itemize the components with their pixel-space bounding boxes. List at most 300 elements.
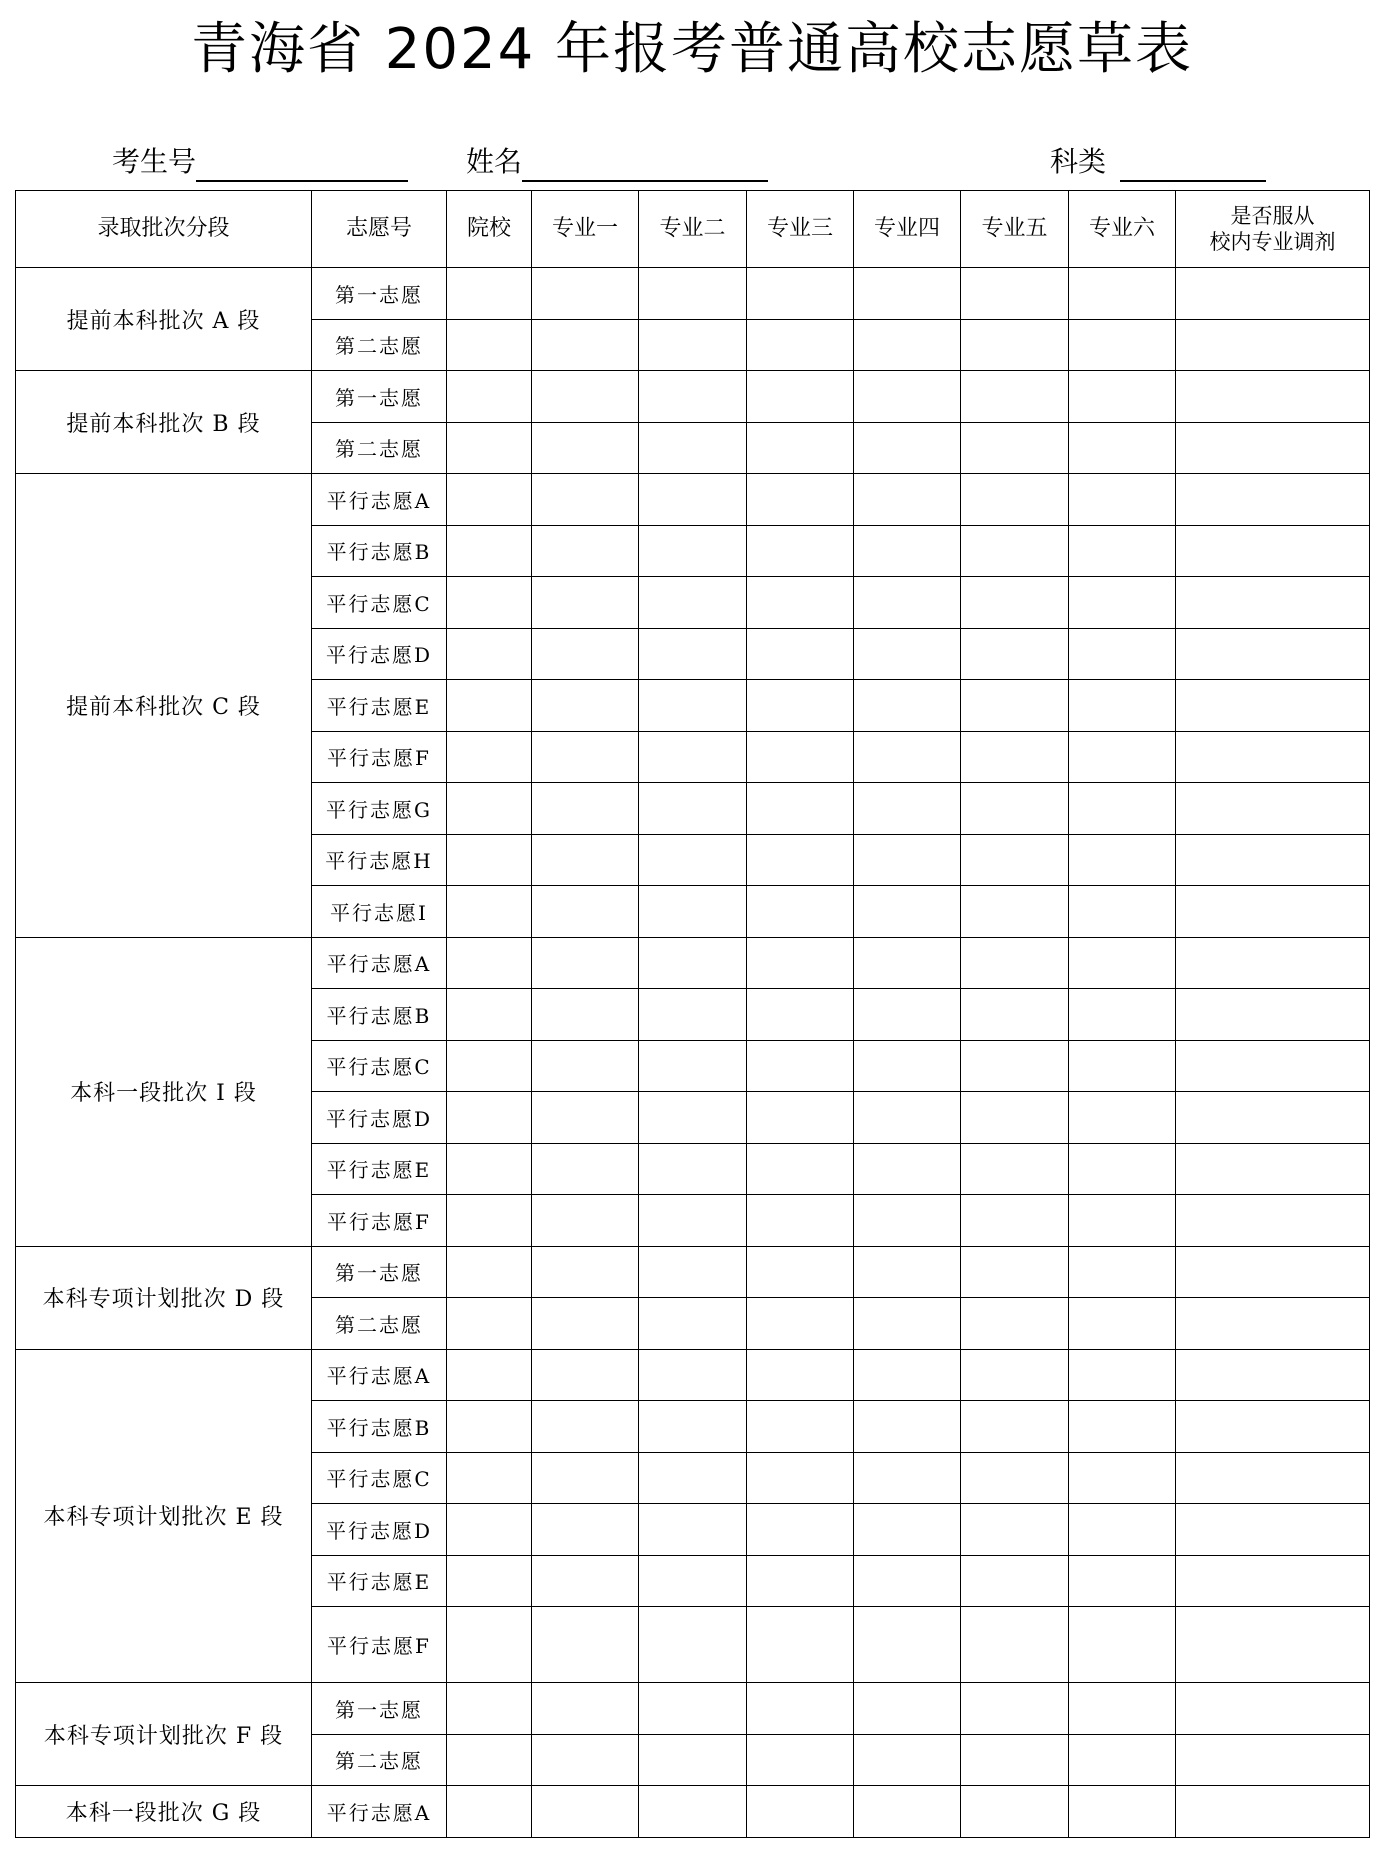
- major-3-cell[interactable]: [747, 886, 854, 938]
- wish-number-cell: 第二志愿: [312, 422, 447, 474]
- adjustment-header-line-1: 是否服从: [1230, 204, 1315, 228]
- adjustment-cell[interactable]: [1176, 834, 1370, 886]
- major-6-cell[interactable]: [1069, 1683, 1176, 1735]
- major-3-cell[interactable]: [747, 731, 854, 783]
- major-4-cell[interactable]: [854, 1040, 961, 1092]
- adjustment-cell[interactable]: [1176, 1349, 1370, 1401]
- col-header-major-1: 专业一: [532, 191, 639, 268]
- major-5-cell[interactable]: [961, 474, 1069, 526]
- major-4-cell[interactable]: [854, 1607, 961, 1683]
- college-cell[interactable]: [447, 937, 532, 989]
- major-3-cell[interactable]: [747, 1195, 854, 1247]
- major-4-cell[interactable]: [854, 989, 961, 1041]
- major-2-cell[interactable]: [639, 1786, 747, 1838]
- col-header-major-6: 专业六: [1069, 191, 1176, 268]
- col-header-wish-no: 志愿号: [312, 191, 447, 268]
- major-5-cell[interactable]: [961, 1734, 1069, 1786]
- adjustment-cell[interactable]: [1176, 474, 1370, 526]
- wish-number-cell: 第一志愿: [312, 268, 447, 320]
- name-blank[interactable]: [522, 147, 768, 182]
- major-1-cell[interactable]: [532, 628, 639, 680]
- major-2-cell[interactable]: [639, 1195, 747, 1247]
- major-5-cell[interactable]: [961, 989, 1069, 1041]
- major-5-cell[interactable]: [961, 731, 1069, 783]
- major-5-cell[interactable]: [961, 371, 1069, 423]
- major-2-cell[interactable]: [639, 1040, 747, 1092]
- major-4-cell[interactable]: [854, 1734, 961, 1786]
- table-row: [16, 474, 1370, 526]
- major-1-cell[interactable]: [532, 783, 639, 835]
- major-1-cell[interactable]: [532, 577, 639, 629]
- major-3-cell[interactable]: [747, 1734, 854, 1786]
- major-3-cell[interactable]: [747, 1143, 854, 1195]
- major-4-cell[interactable]: [854, 371, 961, 423]
- major-5-cell[interactable]: [961, 1683, 1069, 1735]
- college-cell[interactable]: [447, 731, 532, 783]
- major-2-cell[interactable]: [639, 1298, 747, 1350]
- col-header-major-5: 专业五: [961, 191, 1069, 268]
- major-1-cell[interactable]: [532, 1195, 639, 1247]
- wish-number-cell: 平行志愿F: [312, 1607, 447, 1683]
- major-1-cell[interactable]: [532, 1246, 639, 1298]
- college-cell[interactable]: [447, 834, 532, 886]
- major-5-cell[interactable]: [961, 1504, 1069, 1556]
- major-6-cell[interactable]: [1069, 371, 1176, 423]
- wish-number-cell: 平行志愿H: [312, 834, 447, 886]
- major-3-cell[interactable]: [747, 371, 854, 423]
- adjustment-cell[interactable]: [1176, 577, 1370, 629]
- major-5-cell[interactable]: [961, 1786, 1069, 1838]
- major-4-cell[interactable]: [854, 1143, 961, 1195]
- adjustment-cell[interactable]: [1176, 628, 1370, 680]
- major-2-cell[interactable]: [639, 1683, 747, 1735]
- major-1-cell[interactable]: [532, 1683, 639, 1735]
- wish-number-cell: 平行志愿I: [312, 886, 447, 938]
- adjustment-cell[interactable]: [1176, 989, 1370, 1041]
- table-row: [16, 1683, 1370, 1735]
- adjustment-cell[interactable]: [1176, 525, 1370, 577]
- major-2-cell[interactable]: [639, 886, 747, 938]
- major-4-cell[interactable]: [854, 319, 961, 371]
- college-cell[interactable]: [447, 886, 532, 938]
- major-1-cell[interactable]: [532, 1452, 639, 1504]
- wish-number-cell: 第一志愿: [312, 1683, 447, 1735]
- wish-number-cell: 第二志愿: [312, 319, 447, 371]
- wish-number-cell: 平行志愿A: [312, 1349, 447, 1401]
- major-4-cell[interactable]: [854, 474, 961, 526]
- table-row: [16, 1246, 1370, 1298]
- adjustment-header-line-2: 校内专业调剂: [1209, 230, 1336, 254]
- major-1-cell[interactable]: [532, 1040, 639, 1092]
- major-6-cell[interactable]: [1069, 1555, 1176, 1607]
- adjustment-cell[interactable]: [1176, 783, 1370, 835]
- major-4-cell[interactable]: [854, 422, 961, 474]
- major-5-cell[interactable]: [961, 268, 1069, 320]
- col-header-major-4: 专业四: [854, 191, 961, 268]
- major-1-cell[interactable]: [532, 1401, 639, 1453]
- major-3-cell[interactable]: [747, 1683, 854, 1735]
- table-body: [16, 268, 1370, 1838]
- college-cell[interactable]: [447, 1040, 532, 1092]
- category-blank[interactable]: [1120, 147, 1266, 182]
- adjustment-cell[interactable]: [1176, 1246, 1370, 1298]
- major-2-cell[interactable]: [639, 1143, 747, 1195]
- major-6-cell[interactable]: [1069, 886, 1176, 938]
- table-row: [16, 268, 1370, 320]
- wish-number-cell: 平行志愿D: [312, 628, 447, 680]
- major-5-cell[interactable]: [961, 577, 1069, 629]
- major-5-cell[interactable]: [961, 1246, 1069, 1298]
- adjustment-cell[interactable]: [1176, 1195, 1370, 1247]
- major-2-cell[interactable]: [639, 422, 747, 474]
- major-2-cell[interactable]: [639, 680, 747, 732]
- adjustment-cell[interactable]: [1176, 1092, 1370, 1144]
- major-3-cell[interactable]: [747, 1607, 854, 1683]
- wish-number-cell: 平行志愿F: [312, 731, 447, 783]
- major-5-cell[interactable]: [961, 525, 1069, 577]
- major-1-cell[interactable]: [532, 680, 639, 732]
- major-6-cell[interactable]: [1069, 1452, 1176, 1504]
- major-4-cell[interactable]: [854, 1092, 961, 1144]
- major-1-cell[interactable]: [532, 1786, 639, 1838]
- college-cell[interactable]: [447, 1246, 532, 1298]
- wish-number-cell: 第一志愿: [312, 1246, 447, 1298]
- adjustment-cell[interactable]: [1176, 680, 1370, 732]
- major-5-cell[interactable]: [961, 628, 1069, 680]
- major-1-cell[interactable]: [532, 268, 639, 320]
- major-3-cell[interactable]: [747, 1401, 854, 1453]
- college-cell[interactable]: [447, 525, 532, 577]
- major-4-cell[interactable]: [854, 577, 961, 629]
- adjustment-cell[interactable]: [1176, 1786, 1370, 1838]
- major-3-cell[interactable]: [747, 1092, 854, 1144]
- major-1-cell[interactable]: [532, 731, 639, 783]
- adjustment-cell[interactable]: [1176, 731, 1370, 783]
- major-1-cell[interactable]: [532, 937, 639, 989]
- college-cell[interactable]: [447, 1452, 532, 1504]
- exam-number-label: 考生号: [112, 145, 197, 178]
- major-6-cell[interactable]: [1069, 989, 1176, 1041]
- major-5-cell[interactable]: [961, 1452, 1069, 1504]
- college-cell[interactable]: [447, 1734, 532, 1786]
- col-header-adjustment: [1176, 191, 1370, 268]
- col-header-major-3: 专业三: [747, 191, 854, 268]
- major-3-cell[interactable]: [747, 1452, 854, 1504]
- wish-number-cell: 平行志愿D: [312, 1092, 447, 1144]
- major-6-cell[interactable]: [1069, 1349, 1176, 1401]
- major-6-cell[interactable]: [1069, 1298, 1176, 1350]
- major-3-cell[interactable]: [747, 937, 854, 989]
- major-3-cell[interactable]: [747, 628, 854, 680]
- major-5-cell[interactable]: [961, 1040, 1069, 1092]
- major-1-cell[interactable]: [532, 1607, 639, 1683]
- major-1-cell[interactable]: [532, 1555, 639, 1607]
- adjustment-cell[interactable]: [1176, 1452, 1370, 1504]
- college-cell[interactable]: [447, 1786, 532, 1838]
- table-row: [16, 371, 1370, 423]
- major-6-cell[interactable]: [1069, 1734, 1176, 1786]
- adjustment-cell[interactable]: [1176, 1040, 1370, 1092]
- wish-number-cell: 平行志愿B: [312, 989, 447, 1041]
- adjustment-cell[interactable]: [1176, 268, 1370, 320]
- major-4-cell[interactable]: [854, 1349, 961, 1401]
- major-2-cell[interactable]: [639, 731, 747, 783]
- major-6-cell[interactable]: [1069, 937, 1176, 989]
- major-6-cell[interactable]: [1069, 525, 1176, 577]
- major-1-cell[interactable]: [532, 989, 639, 1041]
- major-2-cell[interactable]: [639, 1504, 747, 1556]
- college-cell[interactable]: [447, 1195, 532, 1247]
- major-5-cell[interactable]: [961, 680, 1069, 732]
- major-2-cell[interactable]: [639, 783, 747, 835]
- major-4-cell[interactable]: [854, 1786, 961, 1838]
- major-2-cell[interactable]: [639, 937, 747, 989]
- major-6-cell[interactable]: [1069, 474, 1176, 526]
- college-cell[interactable]: [447, 474, 532, 526]
- wish-number-cell: 平行志愿E: [312, 680, 447, 732]
- major-5-cell[interactable]: [961, 1195, 1069, 1247]
- major-2-cell[interactable]: [639, 989, 747, 1041]
- major-4-cell[interactable]: [854, 1195, 961, 1247]
- major-4-cell[interactable]: [854, 1683, 961, 1735]
- college-cell[interactable]: [447, 1298, 532, 1350]
- segment-cell: 本科一段批次 G 段: [16, 1786, 312, 1838]
- major-4-cell[interactable]: [854, 680, 961, 732]
- major-4-cell[interactable]: [854, 1504, 961, 1556]
- major-4-cell[interactable]: [854, 886, 961, 938]
- major-5-cell[interactable]: [961, 834, 1069, 886]
- major-6-cell[interactable]: [1069, 834, 1176, 886]
- major-2-cell[interactable]: [639, 577, 747, 629]
- major-3-cell[interactable]: [747, 577, 854, 629]
- major-3-cell[interactable]: [747, 680, 854, 732]
- college-cell[interactable]: [447, 1143, 532, 1195]
- major-1-cell[interactable]: [532, 525, 639, 577]
- major-4-cell[interactable]: [854, 1246, 961, 1298]
- major-6-cell[interactable]: [1069, 268, 1176, 320]
- major-4-cell[interactable]: [854, 937, 961, 989]
- major-1-cell[interactable]: [532, 371, 639, 423]
- major-6-cell[interactable]: [1069, 783, 1176, 835]
- major-4-cell[interactable]: [854, 731, 961, 783]
- college-cell[interactable]: [447, 989, 532, 1041]
- major-1-cell[interactable]: [532, 319, 639, 371]
- adjustment-cell[interactable]: [1176, 1607, 1370, 1683]
- major-1-cell[interactable]: [532, 1143, 639, 1195]
- college-cell[interactable]: [447, 1555, 532, 1607]
- major-6-cell[interactable]: [1069, 1143, 1176, 1195]
- major-5-cell[interactable]: [961, 1092, 1069, 1144]
- major-4-cell[interactable]: [854, 1555, 961, 1607]
- college-cell[interactable]: [447, 268, 532, 320]
- major-1-cell[interactable]: [532, 422, 639, 474]
- adjustment-cell[interactable]: [1176, 1504, 1370, 1556]
- col-header-segment: 录取批次分段: [16, 191, 312, 268]
- exam-number-field: [112, 142, 408, 182]
- college-cell[interactable]: [447, 1504, 532, 1556]
- major-2-cell[interactable]: [639, 268, 747, 320]
- major-4-cell[interactable]: [854, 525, 961, 577]
- college-cell[interactable]: [447, 1092, 532, 1144]
- major-2-cell[interactable]: [639, 628, 747, 680]
- major-5-cell[interactable]: [961, 1607, 1069, 1683]
- adjustment-cell[interactable]: [1176, 886, 1370, 938]
- major-4-cell[interactable]: [854, 268, 961, 320]
- major-6-cell[interactable]: [1069, 628, 1176, 680]
- major-6-cell[interactable]: [1069, 1195, 1176, 1247]
- major-1-cell[interactable]: [532, 1092, 639, 1144]
- col-header-major-2: 专业二: [639, 191, 747, 268]
- wish-number-cell: 平行志愿C: [312, 1040, 447, 1092]
- wish-number-cell: 平行志愿B: [312, 1401, 447, 1453]
- major-2-cell[interactable]: [639, 1092, 747, 1144]
- wish-number-cell: 第二志愿: [312, 1734, 447, 1786]
- major-3-cell[interactable]: [747, 268, 854, 320]
- wish-number-cell: 平行志愿A: [312, 1786, 447, 1838]
- major-1-cell[interactable]: [532, 886, 639, 938]
- college-cell[interactable]: [447, 319, 532, 371]
- major-2-cell[interactable]: [639, 1607, 747, 1683]
- major-6-cell[interactable]: [1069, 1786, 1176, 1838]
- major-1-cell[interactable]: [532, 474, 639, 526]
- major-3-cell[interactable]: [747, 1246, 854, 1298]
- major-1-cell[interactable]: [532, 1349, 639, 1401]
- major-1-cell[interactable]: [532, 1504, 639, 1556]
- major-5-cell[interactable]: [961, 1143, 1069, 1195]
- major-3-cell[interactable]: [747, 1040, 854, 1092]
- major-3-cell[interactable]: [747, 422, 854, 474]
- major-3-cell[interactable]: [747, 783, 854, 835]
- major-6-cell[interactable]: [1069, 577, 1176, 629]
- major-3-cell[interactable]: [747, 525, 854, 577]
- major-1-cell[interactable]: [532, 1734, 639, 1786]
- major-6-cell[interactable]: [1069, 731, 1176, 783]
- major-5-cell[interactable]: [961, 937, 1069, 989]
- wish-number-cell: 平行志愿C: [312, 577, 447, 629]
- major-6-cell[interactable]: [1069, 1401, 1176, 1453]
- major-2-cell[interactable]: [639, 834, 747, 886]
- major-5-cell[interactable]: [961, 1401, 1069, 1453]
- major-6-cell[interactable]: [1069, 1092, 1176, 1144]
- college-cell[interactable]: [447, 371, 532, 423]
- major-3-cell[interactable]: [747, 1298, 854, 1350]
- major-6-cell[interactable]: [1069, 422, 1176, 474]
- college-cell[interactable]: [447, 422, 532, 474]
- major-2-cell[interactable]: [639, 1734, 747, 1786]
- table-row: [16, 1349, 1370, 1401]
- wish-number-cell: 平行志愿F: [312, 1195, 447, 1247]
- adjustment-cell[interactable]: [1176, 937, 1370, 989]
- adjustment-cell[interactable]: [1176, 1734, 1370, 1786]
- college-cell[interactable]: [447, 1683, 532, 1735]
- major-6-cell[interactable]: [1069, 1607, 1176, 1683]
- major-4-cell[interactable]: [854, 1298, 961, 1350]
- wish-number-cell: 平行志愿C: [312, 1452, 447, 1504]
- adjustment-cell[interactable]: [1176, 422, 1370, 474]
- college-cell[interactable]: [447, 1349, 532, 1401]
- adjustment-cell[interactable]: [1176, 1401, 1370, 1453]
- adjustment-cell[interactable]: [1176, 1298, 1370, 1350]
- adjustment-cell[interactable]: [1176, 371, 1370, 423]
- adjustment-cell[interactable]: [1176, 1555, 1370, 1607]
- name-label: 姓名: [466, 145, 523, 178]
- major-6-cell[interactable]: [1069, 319, 1176, 371]
- category-field: [1050, 142, 1266, 182]
- col-header-college: 院校: [447, 191, 532, 268]
- major-5-cell[interactable]: [961, 319, 1069, 371]
- college-cell[interactable]: [447, 577, 532, 629]
- major-3-cell[interactable]: [747, 1349, 854, 1401]
- major-6-cell[interactable]: [1069, 1040, 1176, 1092]
- wish-number-cell: 平行志愿G: [312, 783, 447, 835]
- major-4-cell[interactable]: [854, 783, 961, 835]
- major-5-cell[interactable]: [961, 783, 1069, 835]
- major-4-cell[interactable]: [854, 628, 961, 680]
- major-4-cell[interactable]: [854, 1452, 961, 1504]
- major-2-cell[interactable]: [639, 1246, 747, 1298]
- major-5-cell[interactable]: [961, 1298, 1069, 1350]
- major-4-cell[interactable]: [854, 1401, 961, 1453]
- major-3-cell[interactable]: [747, 989, 854, 1041]
- major-2-cell[interactable]: [639, 474, 747, 526]
- adjustment-cell[interactable]: [1176, 1683, 1370, 1735]
- major-3-cell[interactable]: [747, 1504, 854, 1556]
- major-3-cell[interactable]: [747, 1555, 854, 1607]
- major-2-cell[interactable]: [639, 1452, 747, 1504]
- table-row: [16, 1786, 1370, 1838]
- major-3-cell[interactable]: [747, 834, 854, 886]
- major-4-cell[interactable]: [854, 834, 961, 886]
- wish-number-cell: 第二志愿: [312, 1298, 447, 1350]
- major-5-cell[interactable]: [961, 422, 1069, 474]
- major-6-cell[interactable]: [1069, 1246, 1176, 1298]
- major-2-cell[interactable]: [639, 525, 747, 577]
- major-6-cell[interactable]: [1069, 680, 1176, 732]
- major-3-cell[interactable]: [747, 474, 854, 526]
- application-form-table: [15, 190, 1370, 1838]
- major-2-cell[interactable]: [639, 1555, 747, 1607]
- name-field: [466, 142, 768, 182]
- college-cell[interactable]: [447, 680, 532, 732]
- college-cell[interactable]: [447, 783, 532, 835]
- college-cell[interactable]: [447, 1401, 532, 1453]
- segment-cell: 本科专项计划批次 D 段: [16, 1246, 312, 1349]
- major-3-cell[interactable]: [747, 1786, 854, 1838]
- major-1-cell[interactable]: [532, 1298, 639, 1350]
- major-2-cell[interactable]: [639, 1401, 747, 1453]
- college-cell[interactable]: [447, 1607, 532, 1683]
- exam-number-blank[interactable]: [196, 147, 408, 182]
- wish-number-cell: 平行志愿D: [312, 1504, 447, 1556]
- wish-number-cell: 平行志愿A: [312, 474, 447, 526]
- segment-cell: 本科一段批次 I 段: [16, 937, 312, 1246]
- adjustment-cell[interactable]: [1176, 1143, 1370, 1195]
- major-2-cell[interactable]: [639, 371, 747, 423]
- major-5-cell[interactable]: [961, 886, 1069, 938]
- major-6-cell[interactable]: [1069, 1504, 1176, 1556]
- major-5-cell[interactable]: [961, 1349, 1069, 1401]
- major-3-cell[interactable]: [747, 319, 854, 371]
- adjustment-cell[interactable]: [1176, 319, 1370, 371]
- wish-number-cell: 第一志愿: [312, 371, 447, 423]
- major-2-cell[interactable]: [639, 1349, 747, 1401]
- major-5-cell[interactable]: [961, 1555, 1069, 1607]
- college-cell[interactable]: [447, 628, 532, 680]
- major-2-cell[interactable]: [639, 319, 747, 371]
- wish-number-cell: 平行志愿A: [312, 937, 447, 989]
- segment-cell: 本科专项计划批次 F 段: [16, 1683, 312, 1786]
- major-1-cell[interactable]: [532, 834, 639, 886]
